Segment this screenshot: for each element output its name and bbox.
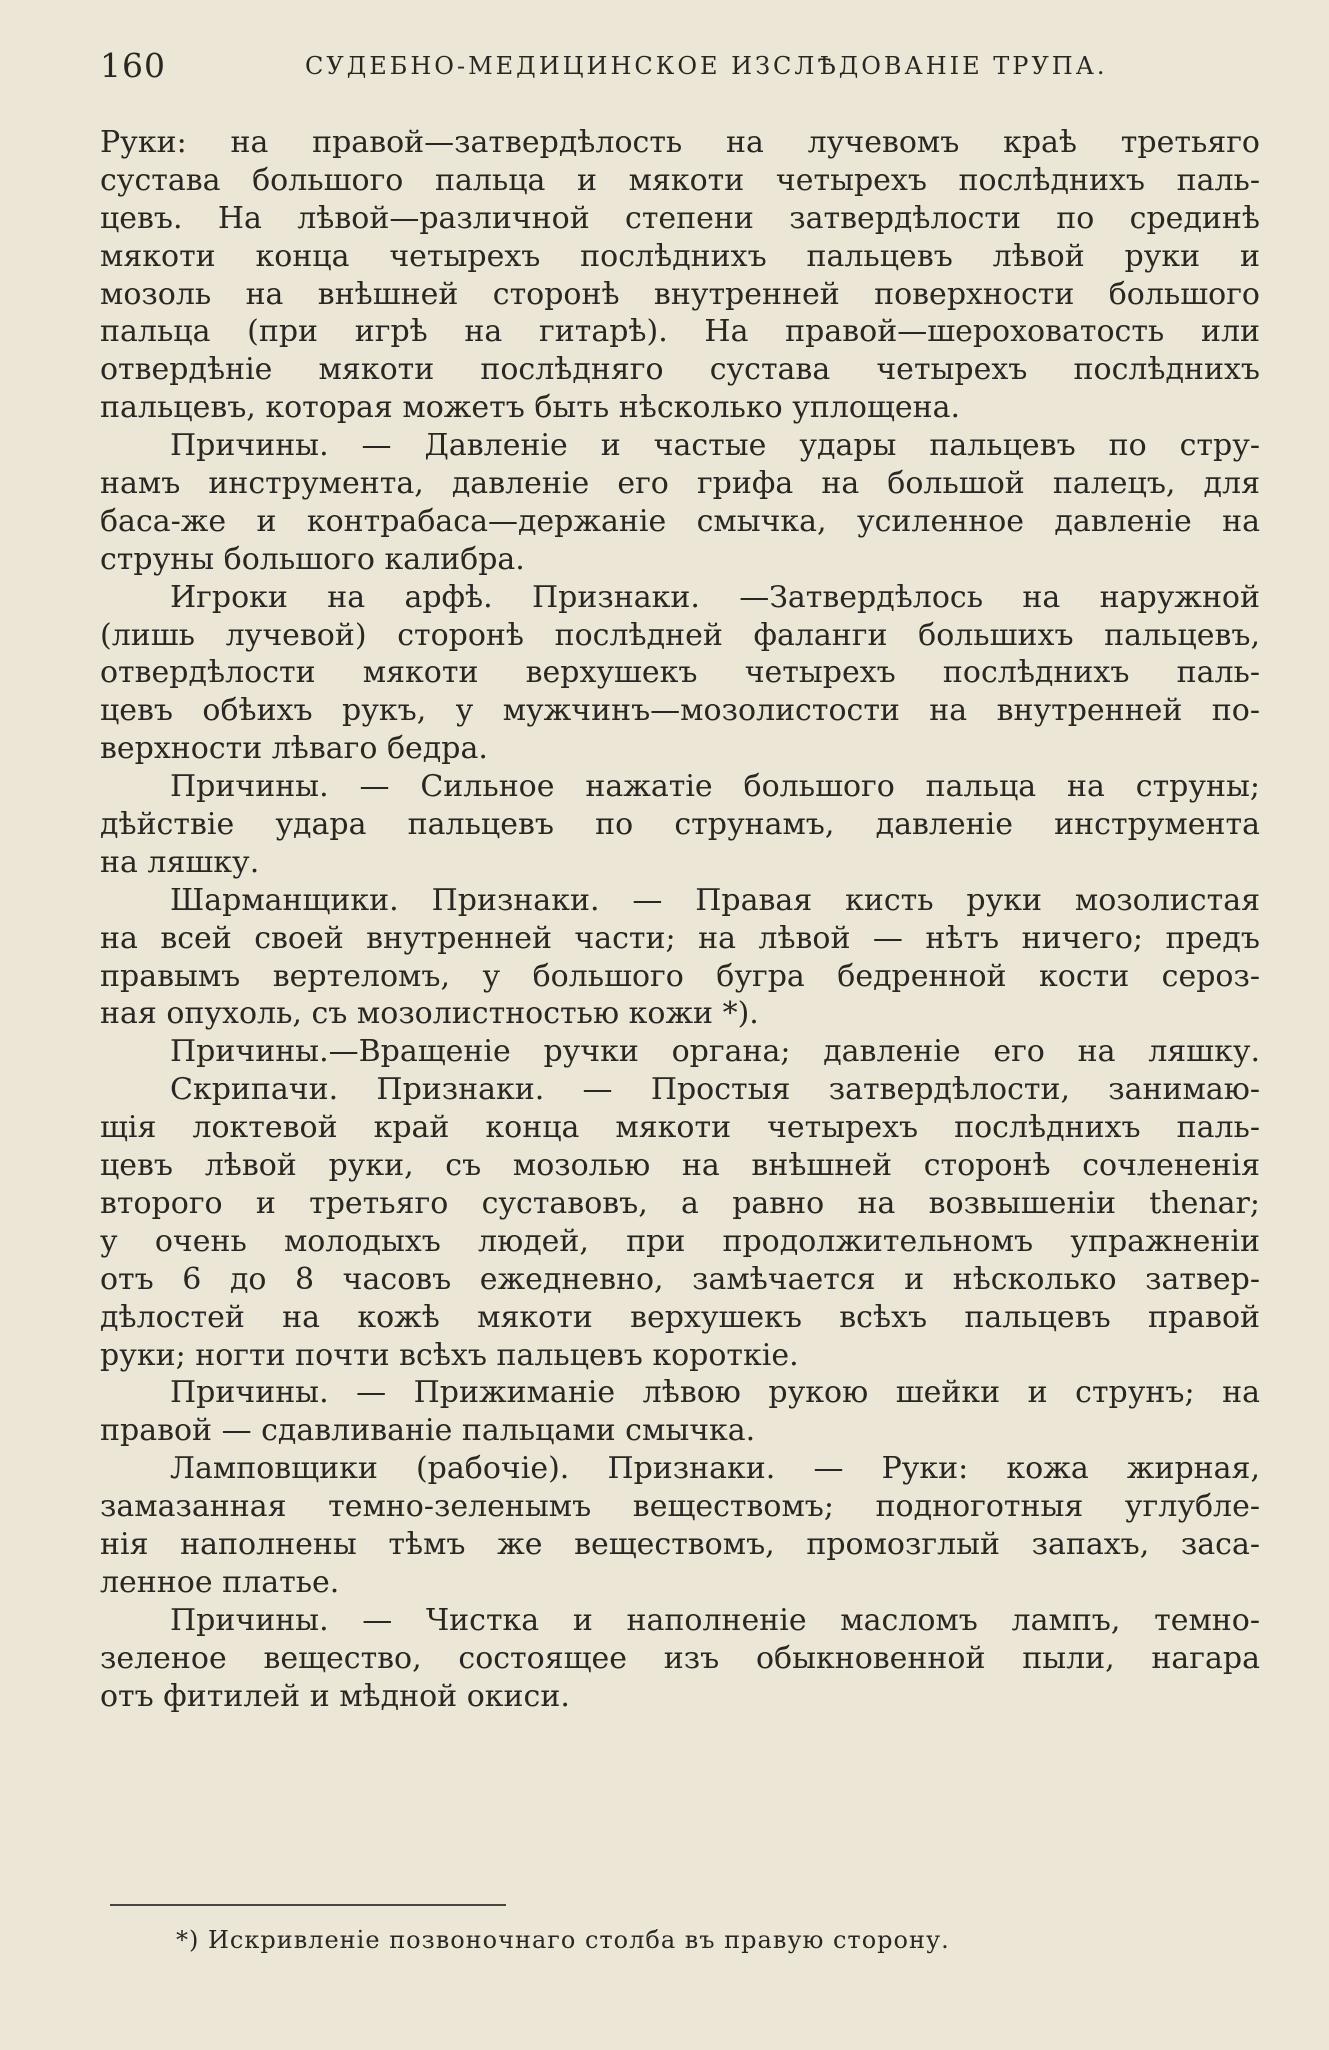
text-line: Ламповщики (рабочіе). Признаки. — Руки: кожа жирная,	[170, 1451, 1260, 1487]
text-line: руки; ногти почти всѣхъ пальцевъ короткіе.	[100, 1337, 799, 1373]
text-line: струны большого калибра.	[100, 541, 525, 577]
text-line: Причины. — Давленіе и частые удары пальцевъ по стру-	[170, 428, 1260, 464]
text-line: мозоль на внѣшней сторонѣ внутренней поверхности большого	[100, 276, 1260, 312]
text-line: баса-же и контрабаса—держаніе смычка, усиленное давленіе на	[100, 503, 1260, 539]
text-line: пальца (при игрѣ на гитарѣ). На правой—шероховатость или	[100, 314, 1260, 350]
running-title: СУДЕБНО-МЕДИЦИНСКОЕ ИЗСЛѢДОВАНІЕ ТРУПА.	[305, 52, 1108, 80]
text-line: Причины. — Прижиманіе лѣвою рукою шейки и струнъ; на	[170, 1375, 1260, 1411]
text-line: мякоти конца четырехъ послѣднихъ пальцевъ лѣвой руки и	[100, 238, 1260, 274]
body-text	[100, 124, 1260, 1715]
text-line: отъ 6 до 8 часовъ ежедневно, замѣчается и нѣсколько затвер-	[100, 1261, 1260, 1297]
text-line: пальцевъ, которая можетъ быть нѣсколько уплощена.	[100, 390, 961, 426]
text-line: нія наполнены тѣмъ же веществомъ, промозглый запахъ, заса-	[100, 1526, 1260, 1562]
text-line: зеленое вещество, состоящее изъ обыкновенной пыли, нагара	[100, 1640, 1260, 1676]
text-line: отвердѣлости мякоти верхушекъ четырехъ послѣднихъ паль-	[100, 655, 1260, 691]
text-line: у очень молодыхъ людей, при продолжительномъ упражненіи	[100, 1223, 1260, 1259]
footnote-divider	[110, 1904, 506, 1906]
text-line: на ляшку.	[100, 844, 260, 880]
text-line: Причины. — Чистка и наполненіе масломъ лампъ, темно-	[170, 1602, 1260, 1638]
text-line: Причины. — Сильное нажатіе большого пальца на струны;	[170, 769, 1260, 805]
text-line: верхности лѣваго бедра.	[100, 731, 488, 767]
text-line: Причины.—Вращеніе ручки органа; давленіе его на ляшку.	[170, 1034, 1260, 1070]
text-line: цевъ. На лѣвой—различной степени затвердѣлости по срединѣ	[100, 200, 1260, 236]
text-line: Шарманщики. Признаки. — Правая кисть руки мозолистая	[170, 882, 1260, 918]
text-line: намъ инструмента, давленіе его грифа на большой палецъ, для	[100, 466, 1260, 502]
text-line: второго и третьяго суставовъ, а равно на возвышеніи thenar;	[100, 1185, 1260, 1221]
text-line: замазанная темно-зеленымъ веществомъ; подноготныя углубле-	[100, 1489, 1260, 1525]
text-line: отвердѣніе мякоти послѣдняго сустава четырехъ послѣднихъ	[100, 352, 1260, 388]
text-line: цевъ лѣвой руки, съ мозолью на внѣшней сторонѣ сочлененія	[100, 1148, 1260, 1184]
text-line: сустава большого пальца и мякоти четырехъ послѣднихъ паль-	[100, 162, 1260, 198]
page-number: 160	[100, 46, 166, 85]
text-line: ленное платье.	[100, 1564, 340, 1600]
text-line: дѣлостей на кожѣ мякоти верхушекъ всѣхъ пальцевъ правой	[100, 1299, 1260, 1335]
text-line: Руки: на правой—затвердѣлость на лучевомъ краѣ третьяго	[100, 125, 1260, 160]
text-line: отъ фитилей и мѣдной окиси.	[100, 1678, 570, 1714]
text-line: дѣйствіе удара пальцевъ по струнамъ, давленіе инструмента	[100, 807, 1260, 843]
text-line: на всей своей внутренней части; на лѣвой — нѣтъ ничего; предъ	[100, 920, 1260, 956]
text-line: правой — сдавливаніе пальцами смычка.	[100, 1413, 756, 1449]
footnote: *) Искривленіе позвоночнаго столба въ правую сторону.	[176, 1926, 950, 1954]
text-line: щія локтевой край конца мякоти четырехъ послѣднихъ паль-	[100, 1110, 1260, 1146]
text-line: правымъ вертеломъ, у большого бугра бедренной кости сероз-	[100, 958, 1260, 994]
text-line: цевъ обѣихъ рукъ, у мужчинъ—мозолистости на внутренней по-	[100, 693, 1260, 729]
text-line: Игроки на арфѣ. Признаки. —Затвердѣлось на наружной	[170, 579, 1260, 615]
page-header	[100, 46, 1260, 86]
text-line: ная опухоль, съ мозолистностью кожи *).	[100, 996, 759, 1032]
text-line: Скрипачи. Признаки. — Простыя затвердѣлости, занимаю-	[170, 1072, 1260, 1108]
text-line: (лишь лучевой) сторонѣ послѣдней фаланги большихъ пальцевъ,	[100, 617, 1260, 653]
